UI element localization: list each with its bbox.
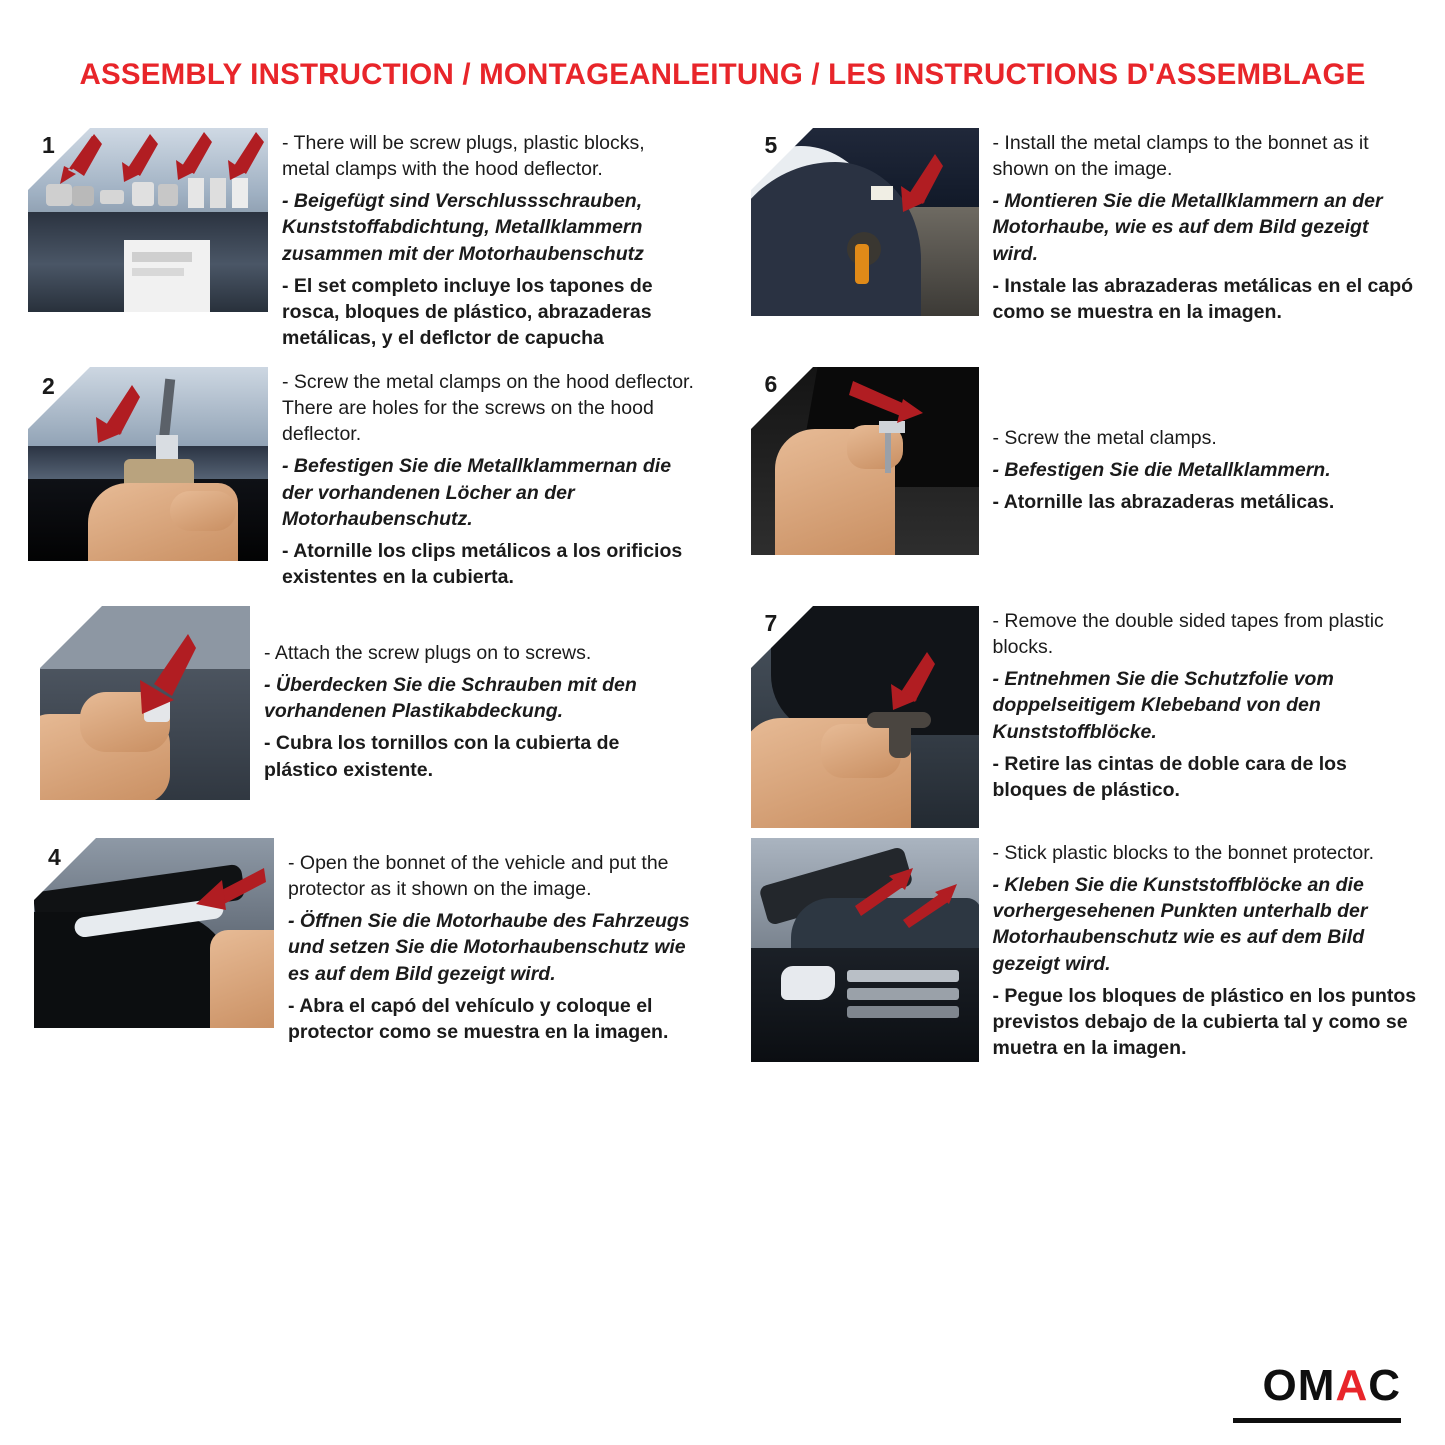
step-text-en: - There will be screw plugs, plastic blocks, metal clamps with the hood deflector. (282, 132, 645, 181)
step-text-de: - Kleben Sie die Kunststoffblöcke an die vorhergesehenen Punkten unterhalb der Motorhaubenschutz wie es auf dem Bild gezeigt wird. (992, 874, 1368, 975)
logo-c: C (1368, 1361, 1401, 1410)
step-text-de: - Befestigen Sie die Metallklammern. (992, 459, 1331, 482)
brand-logo (1263, 1361, 1401, 1411)
step-6-photo (751, 367, 979, 555)
red-arrow-icon (128, 630, 198, 716)
step-text-de: - Öffnen Sie die Motorhaube des Fahrzeugs und setzen Sie die Motorhaubenschutz wie es auf dem Bild gezeigt wird. (288, 910, 690, 985)
step-4-photo (34, 838, 274, 1038)
step-text-es: - Pegue los bloques de plástico en los puntos previstos debajo de la cubierta tal y como se muetra en la imagen. (992, 984, 1417, 1059)
step-1-text (282, 128, 695, 357)
step-2-text (282, 367, 695, 596)
red-arrow-icon (879, 650, 935, 712)
red-arrow-icon (114, 134, 158, 186)
step-number: 2 (42, 373, 55, 399)
step-2-photo (28, 367, 268, 575)
step-2 (28, 367, 695, 596)
step-text-es: - El set completo incluye los tapones de rosca, bloques de plástico, abrazaderas metálicas, y el deflctor de capucha (282, 274, 653, 349)
logo-om: OM (1262, 1361, 1336, 1410)
logo-text (1263, 1361, 1401, 1411)
step-text-en: - Open the bonnet of the vehicle and put the protector as it shown on the image. (288, 852, 669, 901)
step-5-photo (751, 128, 979, 316)
step-6 (751, 367, 1418, 596)
step-number: 7 (764, 610, 778, 636)
red-arrow-icon (84, 383, 140, 445)
step-text-de: - Befestigen Sie die Metallklammernan die der vorhandenen Löcher an der Motorhaubenschutz. (282, 455, 672, 530)
logo-a: A (1335, 1361, 1369, 1410)
step-number: 4 (48, 844, 61, 870)
red-arrow-icon (58, 134, 102, 186)
step-4 (28, 838, 695, 1067)
red-arrow-icon (168, 132, 212, 184)
steps-grid (28, 128, 1417, 1067)
red-arrow-icon (192, 862, 268, 920)
page-title: ASSEMBLY INSTRUCTION / MONTAGEANLEITUNG / LES INSTRUCTIONS D'ASSEMBLAGE (79, 58, 1366, 91)
step-number: 5 (764, 132, 778, 158)
step-text-es: - Retire las cintas de doble cara de los bloques de plástico. (992, 752, 1347, 801)
logo-underline (1233, 1418, 1401, 1423)
step-1 (28, 128, 695, 357)
step-7-text (993, 606, 1418, 809)
red-arrow-icon (220, 132, 264, 184)
step-text-es: - Instale las abrazaderas metálicas en el capó como se muestra en la imagen. (992, 274, 1414, 323)
step-7-photo (751, 606, 979, 828)
step-text-en: - Stick plastic blocks to the bonnet protector. (992, 842, 1375, 864)
step-number: 6 (764, 371, 778, 397)
step-text-es: - Cubra los tornillos con la cubierta de plástico existente. (264, 732, 620, 781)
step-number: 1 (42, 132, 55, 158)
step-8 (751, 838, 1418, 1067)
step-text-en: - Remove the double sided tapes from plastic blocks. (992, 610, 1384, 659)
red-arrow-icon (847, 377, 925, 433)
step-text-es: - Atornille los clips metálicos a los orificios existentes en la cubierta. (282, 539, 683, 588)
step-4-text (288, 838, 695, 1051)
step-6-text (993, 367, 1418, 521)
step-3-text (264, 606, 695, 789)
step-8-text (993, 838, 1418, 1067)
step-text-en: - Screw the metal clamps. (992, 427, 1217, 449)
step-text-es: - Atornille las abrazaderas metálicas. (992, 491, 1335, 514)
step-5-text (993, 128, 1418, 331)
step-text-de: - Montieren Sie die Metallklammern an der Motorhaube, wie es auf dem Bild gezeigt wird. (992, 190, 1383, 265)
step-text-de: - Überdecken Sie die Schrauben mit den vorhandenen Plastikabdeckung. (264, 674, 637, 723)
step-number: 3 (56, 612, 69, 638)
step-text-en: - Screw the metal clamps on the hood deflector. There are holes for the screws on the hood deflector. (282, 371, 694, 446)
step-3-photo (40, 606, 250, 816)
red-arrow-icon (889, 152, 943, 214)
step-text-en: - Attach the screw plugs on to screws. (264, 642, 592, 664)
step-text-es: - Abra el capó del vehículo y coloque el protector como se muestra en la imagen. (288, 994, 669, 1043)
step-1-photo (28, 128, 268, 328)
step-7 (751, 606, 1418, 828)
step-3 (28, 606, 695, 828)
red-arrow-icon (901, 882, 959, 930)
step-text-de: - Beigefügt sind Verschlussschrauben, Kunststoffabdichtung, Metallklammern zusammen mit der Motorhaubenschutz (282, 190, 644, 265)
step-text-en: - Install the metal clamps to the bonnet as it shown on the image. (992, 132, 1369, 181)
step-text-de: - Entnehmen Sie die Schutzfolie vom doppelseitigem Klebeband von den Kunststoffblöcke. (992, 668, 1334, 743)
step-5 (751, 128, 1418, 357)
step-8-photo (751, 838, 979, 1062)
